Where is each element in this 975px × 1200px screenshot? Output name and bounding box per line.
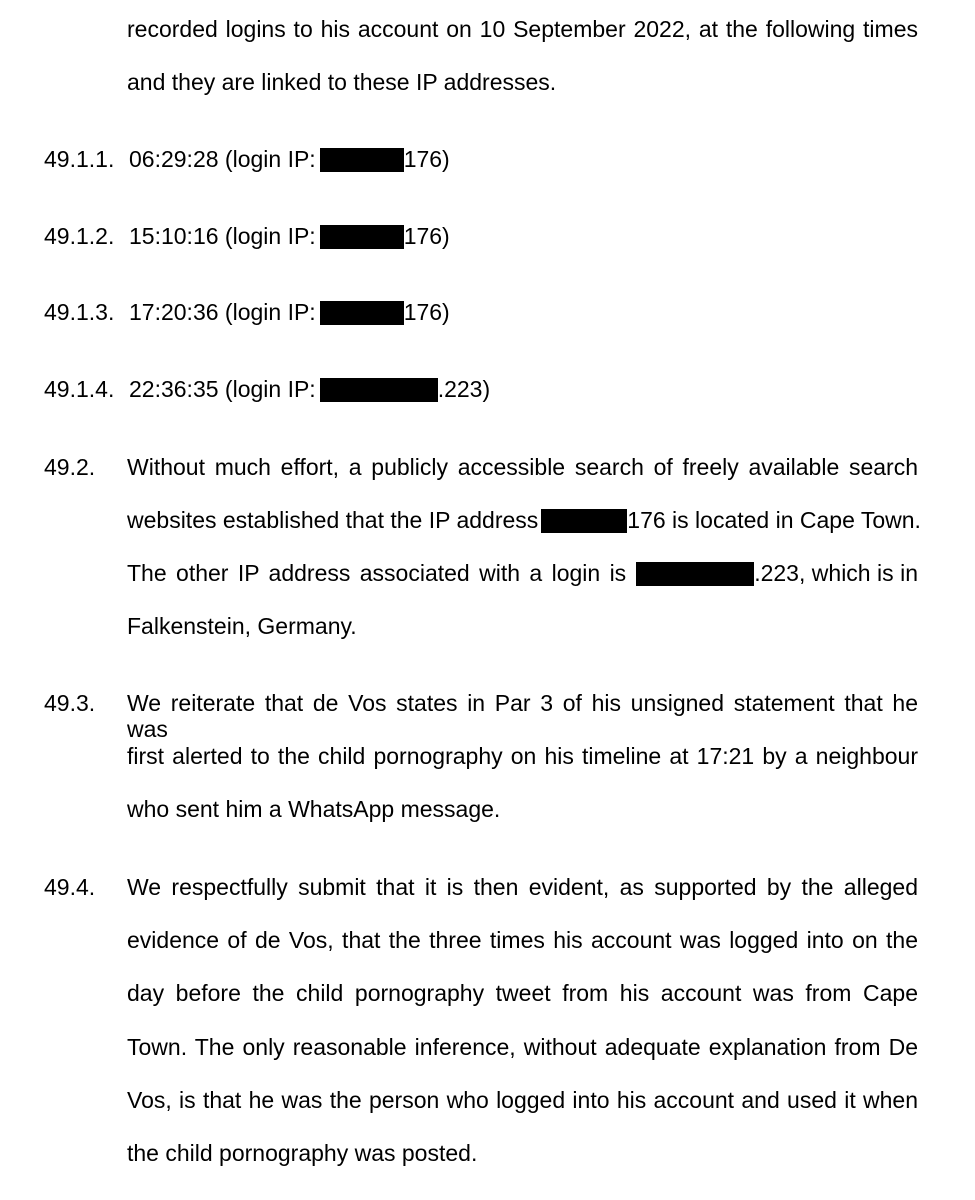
login-ip-suffix: 176) — [403, 146, 450, 172]
login-entry-1 — [129, 146, 450, 172]
p2-line-2 — [127, 507, 921, 533]
p4-line-3: day before the child pornography tweet from his account was from Cape — [127, 980, 918, 1006]
p3-line-2: first alerted to the child pornography on his timeline at 17:21 by a neighbour — [127, 743, 918, 769]
login-ip-suffix: 176) — [403, 299, 450, 325]
p2-line-2-post: 176 is located in Cape Town. — [627, 507, 921, 533]
p4-line-6: the child pornography was posted. — [127, 1140, 478, 1166]
item-number-49-1-4: 49.1.4. — [44, 376, 115, 402]
item-number-49-4: 49.4. — [44, 874, 96, 900]
p2-line-3-pre: The other IP address associated with a login is — [127, 560, 627, 586]
redaction-box — [320, 225, 404, 249]
redaction-box — [320, 148, 404, 172]
p4-line-5: Vos, is that he was the person who logged into his account and used it when — [127, 1087, 918, 1113]
login-entry-4 — [129, 376, 490, 402]
intro-line-2: and they are linked to these IP addresses. — [127, 69, 557, 95]
p3-line-3: who sent him a WhatsApp message. — [127, 796, 501, 822]
login-time: 06:29:28 — [129, 146, 219, 172]
login-entry-3 — [129, 299, 450, 325]
item-number-49-2: 49.2. — [44, 454, 96, 480]
login-ip-suffix: .223) — [437, 376, 491, 402]
p4-line-2: evidence of de Vos, that the three times his account was logged into on the — [127, 927, 918, 953]
p3-line-1: We reiterate that de Vos states in Par 3 of his unsigned statement that he was — [127, 690, 918, 742]
item-number-49-1-1: 49.1.1. — [44, 146, 115, 172]
redaction-box — [320, 378, 438, 402]
login-ip-label: (login IP: — [224, 376, 316, 402]
login-ip-label: (login IP: — [224, 146, 316, 172]
login-time: 17:20:36 — [129, 299, 219, 325]
item-number-49-1-3: 49.1.3. — [44, 299, 115, 325]
item-number-49-1-2: 49.1.2. — [44, 223, 115, 249]
login-time: 22:36:35 — [129, 376, 219, 402]
redaction-box — [541, 509, 627, 533]
login-ip-label: (login IP: — [224, 299, 316, 325]
p4-line-4: Town. The only reasonable inference, without adequate explanation from De — [127, 1034, 918, 1060]
p2-line-4: Falkenstein, Germany. — [127, 613, 357, 639]
redaction-box — [320, 301, 404, 325]
login-entry-2 — [129, 223, 450, 249]
item-number-49-3: 49.3. — [44, 690, 96, 716]
p2-line-1: Without much effort, a publicly accessible search of freely available search — [127, 454, 918, 480]
login-ip-suffix: 176) — [403, 223, 450, 249]
login-time: 15:10:16 — [129, 223, 219, 249]
p4-line-1: We respectfully submit that it is then evident, as supported by the alleged — [127, 874, 918, 900]
login-ip-label: (login IP: — [224, 223, 316, 249]
p2-line-2-pre: websites established that the IP address — [127, 507, 539, 533]
p2-line-3-post: .223, which is in — [754, 560, 918, 586]
p2-line-3 — [127, 560, 918, 586]
intro-line-1: recorded logins to his account on 10 September 2022, at the following times — [127, 16, 918, 42]
redaction-box — [636, 562, 754, 586]
